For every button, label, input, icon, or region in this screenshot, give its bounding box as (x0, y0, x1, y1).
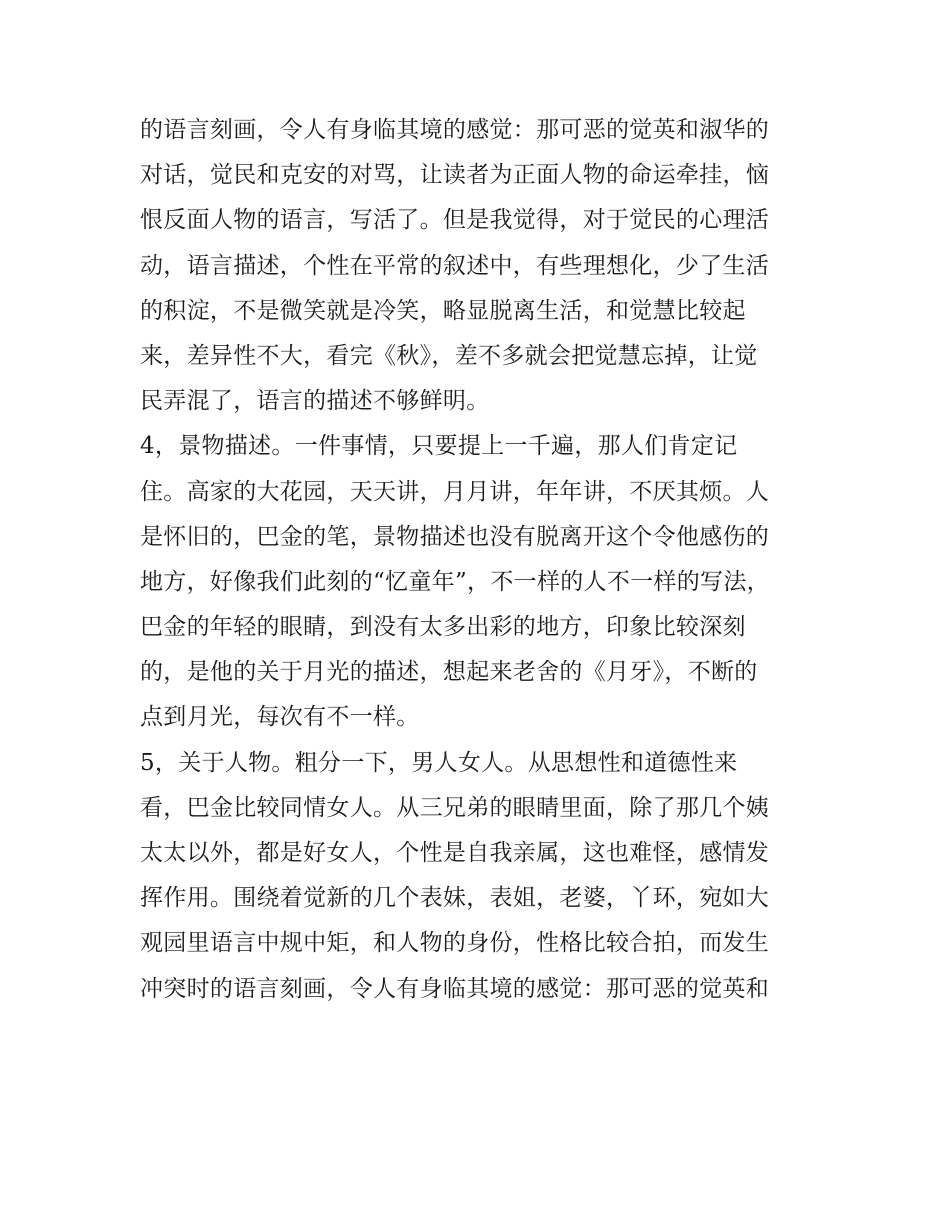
text-line: 看，巴金比较同情女人。从三兄弟的眼睛里面，除了那几个姨 (140, 794, 770, 821)
text-line: 5，关于人物。粗分一下，男人女人。从思想性和道德性来 (140, 749, 738, 776)
text-line: 动，语言描述，个性在平常的叙述中，有些理想化，少了生活 (140, 252, 770, 279)
text-line: 点到月光，每次有不一样。 (140, 704, 420, 731)
text-line: 的语言刻画，令人有身临其境的感觉：那可恶的觉英和淑华的 (140, 117, 770, 143)
text-line: 冲突时的语言刻画，令人有身临其境的感觉：那可恶的觉英和 (140, 975, 770, 1002)
text-line: 对话，觉民和克安的对骂，让读者为正面人物的命运牵挂，恼 (140, 162, 770, 189)
text-line: 挥作用。围绕着觉新的几个表妹，表姐，老婆，丫环，宛如大 (140, 885, 770, 912)
body-text (140, 108, 820, 1012)
text-line: 地方，好像我们此刻的“忆童年”，不一样的人不一样的写法， (140, 568, 770, 595)
text-line: 住。高家的大花园，天天讲，月月讲，年年讲，不厌其烦。人 (140, 478, 770, 505)
text-line: 太太以外，都是好女人，个性是自我亲属，这也难怪，感情发 (140, 840, 770, 866)
text-line: 巴金的年轻的眼睛，到没有太多出彩的地方，印象比较深刻 (140, 614, 746, 641)
text-line: 民弄混了，语言的描述不够鲜明。 (140, 388, 490, 415)
text-line: 的，是他的关于月光的描述，想起来老舍的《月牙》，不断的 (140, 659, 758, 686)
text-line: 是怀旧的，巴金的笔，景物描述也没有脱离开这个令他感伤的 (140, 523, 770, 550)
text-line: 观园里语言中规中矩，和人物的身份，性格比较合拍，而发生 (140, 930, 770, 957)
text-line: 恨反面人物的语言，写活了。但是我觉得，对于觉民的心理活 (140, 207, 770, 234)
text-line: 的积淀，不是微笑就是冷笑，略显脱离生活，和觉慧比较起 (140, 297, 746, 324)
text-line: 4，景物描述。一件事情，只要提上一千遍，那人们肯定记 (140, 433, 738, 460)
text-line: 来，差异性不大，看完《秋》，差不多就会把觉慧忘掉，让觉 (140, 342, 758, 369)
